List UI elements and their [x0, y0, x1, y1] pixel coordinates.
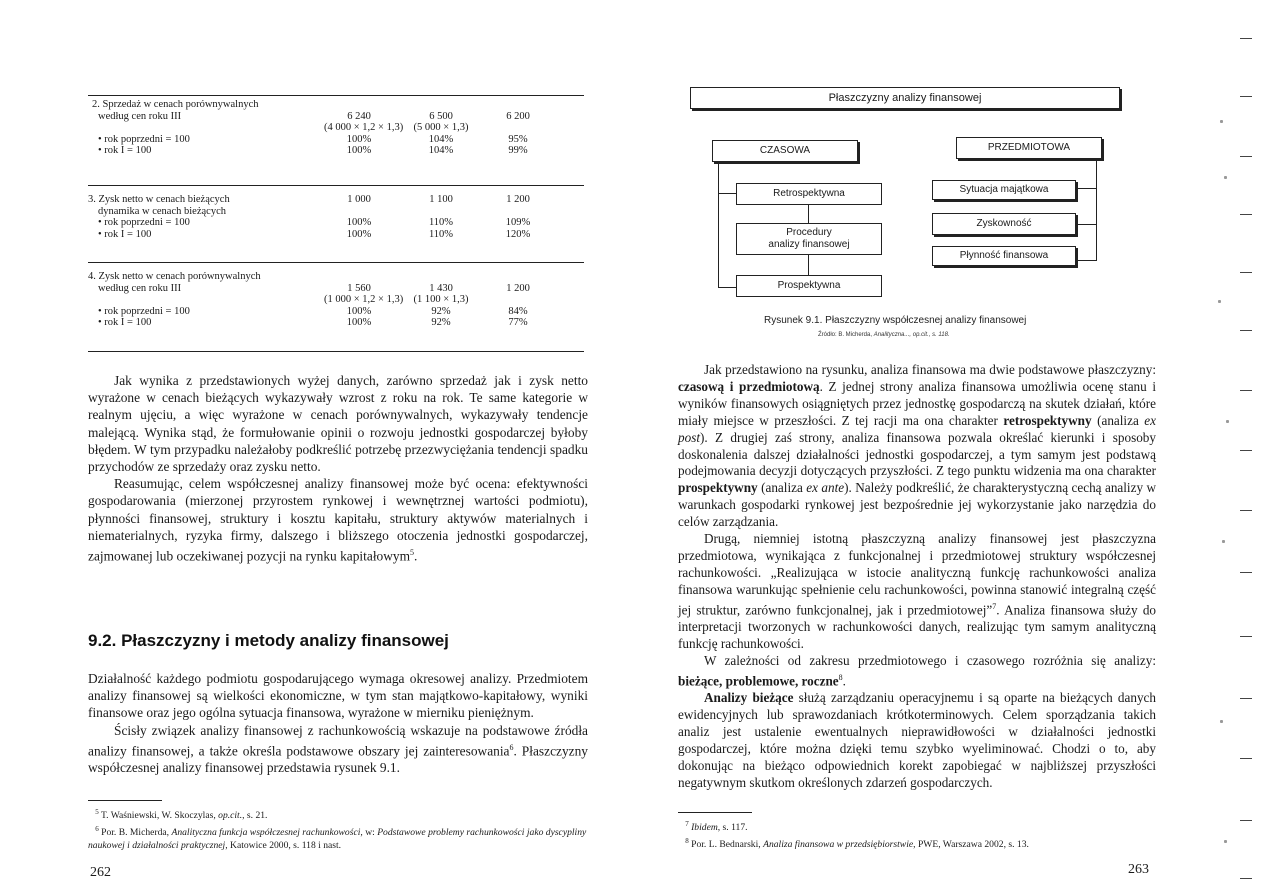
- cell: 1 000: [347, 194, 371, 205]
- page-number: 263: [1128, 862, 1149, 877]
- row-label: 2. Sprzedaż w cenach porównywalnych: [92, 99, 259, 110]
- table-section-3: [88, 194, 588, 240]
- connector-line: [718, 193, 736, 194]
- cell: (1 100 × 1,3): [413, 294, 469, 306]
- cell: (5 000 × 1,3): [413, 122, 469, 134]
- cell: 100%: [346, 305, 372, 317]
- paragraph: Działalność każdego podmiotu gospodarującego wymaga okresowej analizy. Przedmiotem analizy finansowej są wielkości ekonomiczne, w tym stan majątkowo-kapitałowy, wyniki finansowe oraz jego ogólna sytuacja finansowa, wyrażone w mierniku pieniężnym.: [88, 671, 588, 721]
- connector-line: [1076, 188, 1096, 189]
- body-text-right: [678, 362, 1156, 791]
- footnotes: [678, 818, 1158, 852]
- table-rule: [88, 262, 584, 263]
- row-label: • rok I = 100: [98, 317, 152, 329]
- cell: 1 200: [506, 282, 530, 294]
- body-text-upper: [88, 372, 588, 565]
- cell: 84%: [508, 305, 528, 317]
- scan-speck: [1224, 176, 1227, 179]
- cell: 100%: [346, 228, 372, 240]
- przedmiotowa-box: PRZEDMIOTOWA: [956, 137, 1102, 159]
- table-top-rule: [88, 95, 584, 96]
- page-number: 262: [90, 865, 111, 880]
- cell: 92%: [431, 317, 451, 329]
- section-heading: 9.2. Płaszczyzny i metody analizy finansowej: [88, 631, 449, 650]
- cell: 100%: [346, 217, 372, 229]
- cell: 6 500: [429, 110, 453, 122]
- row-label: według cen roku III: [98, 110, 182, 122]
- connector-line: [1076, 260, 1096, 261]
- scan-speck: [1222, 540, 1225, 543]
- paragraph: W zależności od zakresu przedmiotowego i czasowego rozróżnia się analizy: bieżące, problemowe, roczne$^8$.: [678, 652, 1156, 689]
- cell: 110%: [428, 217, 454, 229]
- right-page: [630, 0, 1263, 893]
- row-label: 4. Zysk netto w cenach porównywalnych: [88, 271, 261, 282]
- paragraph: Drugą, niemniej istotną płaszczyzną analizy finansowej jest płaszczyzna przedmiotowa, wynikająca z funkcjonalnej i przedmiotowej struktury współczesnej rachunkowości. „Realizująca w istocie analityczną funkcję rachunkowości analiza finansowa warunkując spełnienie celu rachunkowości, powinna stanowić integralną część jej struktur, zarówno funkcjonalnej, jak i przedmiotowej”$^7$. Analiza finansowa służy do interpretacji tworzonych w rachunkowości danych, realizując tym samym analityczną funkcję rachunkowości.: [678, 531, 1157, 651]
- cell: 77%: [508, 317, 528, 329]
- cell: 100%: [346, 145, 372, 157]
- cell: 6 240: [347, 110, 371, 122]
- paragraph: Analizy bieżące służą zarządzaniu operacyjnemu i są oparte na bieżących danych ewidencyjnych lub sprawozdaniach krótkoterminowych. Celem sporządzania takich analiz jest ustalenie ewentualnych nieprawidłowości w działalności jednostki gospodarczej, które można dzięki temu szybko wyeliminować. Chodzi o to, aby dokonując na bieżąco odpowiednich korekt zapobiegać w najbliższej przyszłości negatywnym skutkom określonych zdarzeń gospodarczych.: [678, 690, 1156, 790]
- row-label: • rok poprzedni = 100: [98, 133, 190, 145]
- cell: 1 560: [347, 282, 371, 294]
- connector-line: [1096, 159, 1097, 261]
- scan-mark: [1240, 450, 1252, 451]
- figure-caption: Rysunek 9.1. Płaszczyzny współczesnej analizy finansowej: [764, 315, 1027, 326]
- scan-speck: [1220, 120, 1223, 123]
- scan-mark: [1240, 510, 1252, 511]
- connector-line: [808, 255, 809, 275]
- row-label: • rok poprzedni = 100: [98, 305, 190, 317]
- connector-line: [718, 162, 719, 288]
- scan-speck: [1226, 420, 1229, 423]
- scan-mark: [1240, 758, 1252, 759]
- table-section-2: [88, 99, 588, 157]
- procedury-label-2: analizy finansowej: [768, 239, 850, 250]
- cell: 92%: [431, 305, 451, 317]
- table-rule: [88, 185, 584, 186]
- scan-mark: [1240, 698, 1252, 699]
- prospektywna-box: Prospektywna: [736, 275, 882, 297]
- procedury-label-1: Procedury: [786, 227, 832, 238]
- body-text-lower: [88, 670, 588, 777]
- row-label: • rok I = 100: [98, 145, 152, 157]
- scan-speck: [1224, 840, 1227, 843]
- cell: 95%: [508, 133, 528, 145]
- cell: 1 100: [429, 194, 453, 205]
- cell: 100%: [346, 317, 372, 329]
- zyskownosc-box: Zyskowność: [932, 213, 1076, 235]
- connector-line: [718, 287, 736, 288]
- cell: 110%: [428, 228, 454, 240]
- footnote-rule: [88, 800, 162, 801]
- left-page: [0, 0, 630, 893]
- sytuacja-box: Sytuacja majątkowa: [932, 180, 1076, 200]
- cell: 109%: [505, 217, 531, 229]
- procedury-box: [736, 223, 882, 255]
- connector-line: [808, 205, 809, 223]
- scan-mark: [1240, 38, 1252, 39]
- cell: (1 000 × 1,2 × 1,3): [324, 294, 404, 306]
- row-label: 3. Zysk netto w cenach bieżących: [88, 194, 230, 205]
- scan-mark: [1240, 330, 1252, 331]
- footnotes: [88, 806, 588, 852]
- row-label: • rok poprzedni = 100: [98, 217, 190, 229]
- cell: 1 200: [506, 194, 530, 205]
- cell: 120%: [505, 228, 531, 240]
- plynnosc-box: Płynność finansowa: [932, 246, 1076, 266]
- row-label: dynamika w cenach bieżących: [98, 205, 226, 217]
- footnote: $^6$ Por. B. Micherda, Analityczna funkcja współczesnej rachunkowości, w: Podstawowe problemy rachunkowości jako dyscypliny naukowej i działalności praktycznej, Katowice 2000, s. 118 i nast.: [88, 824, 587, 851]
- scan-mark: [1240, 96, 1252, 97]
- scan-mark: [1240, 390, 1252, 391]
- scan-mark: [1240, 156, 1252, 157]
- scan-mark: [1240, 214, 1252, 215]
- czasowa-box: CZASOWA: [712, 140, 858, 162]
- scan-speck: [1220, 720, 1223, 723]
- scan-mark: [1240, 820, 1252, 821]
- cell: 6 200: [506, 110, 530, 122]
- footnote: $^5$ T. Waśniewski, W. Skoczylas, op.cit., s. 21.: [95, 808, 268, 822]
- paragraph: Reasumując, celem współczesnej analizy finansowej może być ocena: efektywności gospodarowania (mierzonej przyrostem rynkowej i wewnętrznej wartości podmiotu), płynności finansowej, struktury i kosztu kapitału, struktury aktywów materialnych i niematerialnych, ryzyka firmy, dalszego i bliższego otoczenia jednostki gospodarczej, zajmowanej lub oczekiwanej pozycji na rynku kapitałowym$^5$.: [88, 476, 588, 564]
- scan-mark: [1240, 878, 1252, 879]
- table-bottom-rule: [88, 351, 584, 352]
- scan-mark: [1240, 636, 1252, 637]
- cell: 99%: [508, 145, 528, 157]
- footnote: $^7$ Ibidem, s. 117.: [685, 820, 748, 834]
- cell: 104%: [428, 133, 454, 145]
- connector-line: [1076, 224, 1096, 225]
- row-label: • rok I = 100: [98, 228, 152, 240]
- footnote: $^8$ Por. L. Bednarski, Analiza finansowa w przedsiębiorstwie, PWE, Warszawa 2002, s. 13.: [685, 836, 1029, 850]
- paragraph: Ścisły związek analizy finansowej z rachunkowością wskazuje na podstawowe źródła analizy finansowej, a także określa podstawowe obszary jej zainteresowania$^6$. Płaszczyzny współczesnej analizy finansowej przedstawia rysunek 9.1.: [88, 722, 588, 776]
- diagram-title-box: Płaszczyzny analizy finansowej: [690, 87, 1120, 109]
- footnote-rule: [678, 812, 752, 813]
- row-label: według cen roku III: [98, 282, 182, 294]
- retrospektywna-box: Retrospektywna: [736, 183, 882, 205]
- scan-mark: [1240, 572, 1252, 573]
- figure-source: Źródło: B. Micherda, Analityczna..., op.cit., s. 118.: [818, 332, 950, 338]
- paragraph: Jak przedstawiono na rysunku, analiza finansowa ma dwie podstawowe płaszczyzny: czasową i przedmiotową. Z jednej strony analiza finansowa umożliwia ocenę stanu i wyników finansowych osiągniętych przez jednostkę gospodarczą na skutek działań, które miały miejsce w przeszłości. Z tej racji ma ona charakter retrospektywny (analiza ex post). Z drugiej zaś strony, analiza finansowa pozwala określać kierunki i sposoby doskonalenia dalszej działalności jednostki gospodarczej, a tym samym jest podstawą podejmowania decyzji dotyczących przyszłości. Z tego punktu widzenia ma ona charakter prospektywny (analiza ex ante). Należy podkreślić, że charakterystyczną cechą analizy w warunkach gospodarki rynkowej jest bezpośrednie jej wykorzystanie jako narzędzia do celów zarządzania.: [678, 362, 1157, 530]
- cell: 1 430: [429, 282, 453, 294]
- cell: 100%: [346, 133, 372, 145]
- cell: (4 000 × 1,2 × 1,3): [324, 122, 404, 134]
- scan-mark: [1240, 272, 1252, 273]
- paragraph: Jak wynika z przedstawionych wyżej danych, zarówno sprzedaż jak i zysk netto wyrażone w cenach bieżących wykazywały wzrost z roku na rok. Te same kategorie w realnym ujęciu, a więc wyrażone w cenach porównywalnych, wykazywały tendencje malejącą. Wynika stąd, że formułowanie opinii o rozwoju jednostki gospodarczej byłoby błędem. W tym przypadku należałoby podkreślić potrzebę przezwyciężania tendencji spadku przychodów ze sprzedaży oraz zysku netto.: [88, 373, 588, 475]
- cell: 104%: [428, 145, 454, 157]
- scan-speck: [1218, 300, 1221, 303]
- table-section-4: [88, 271, 588, 329]
